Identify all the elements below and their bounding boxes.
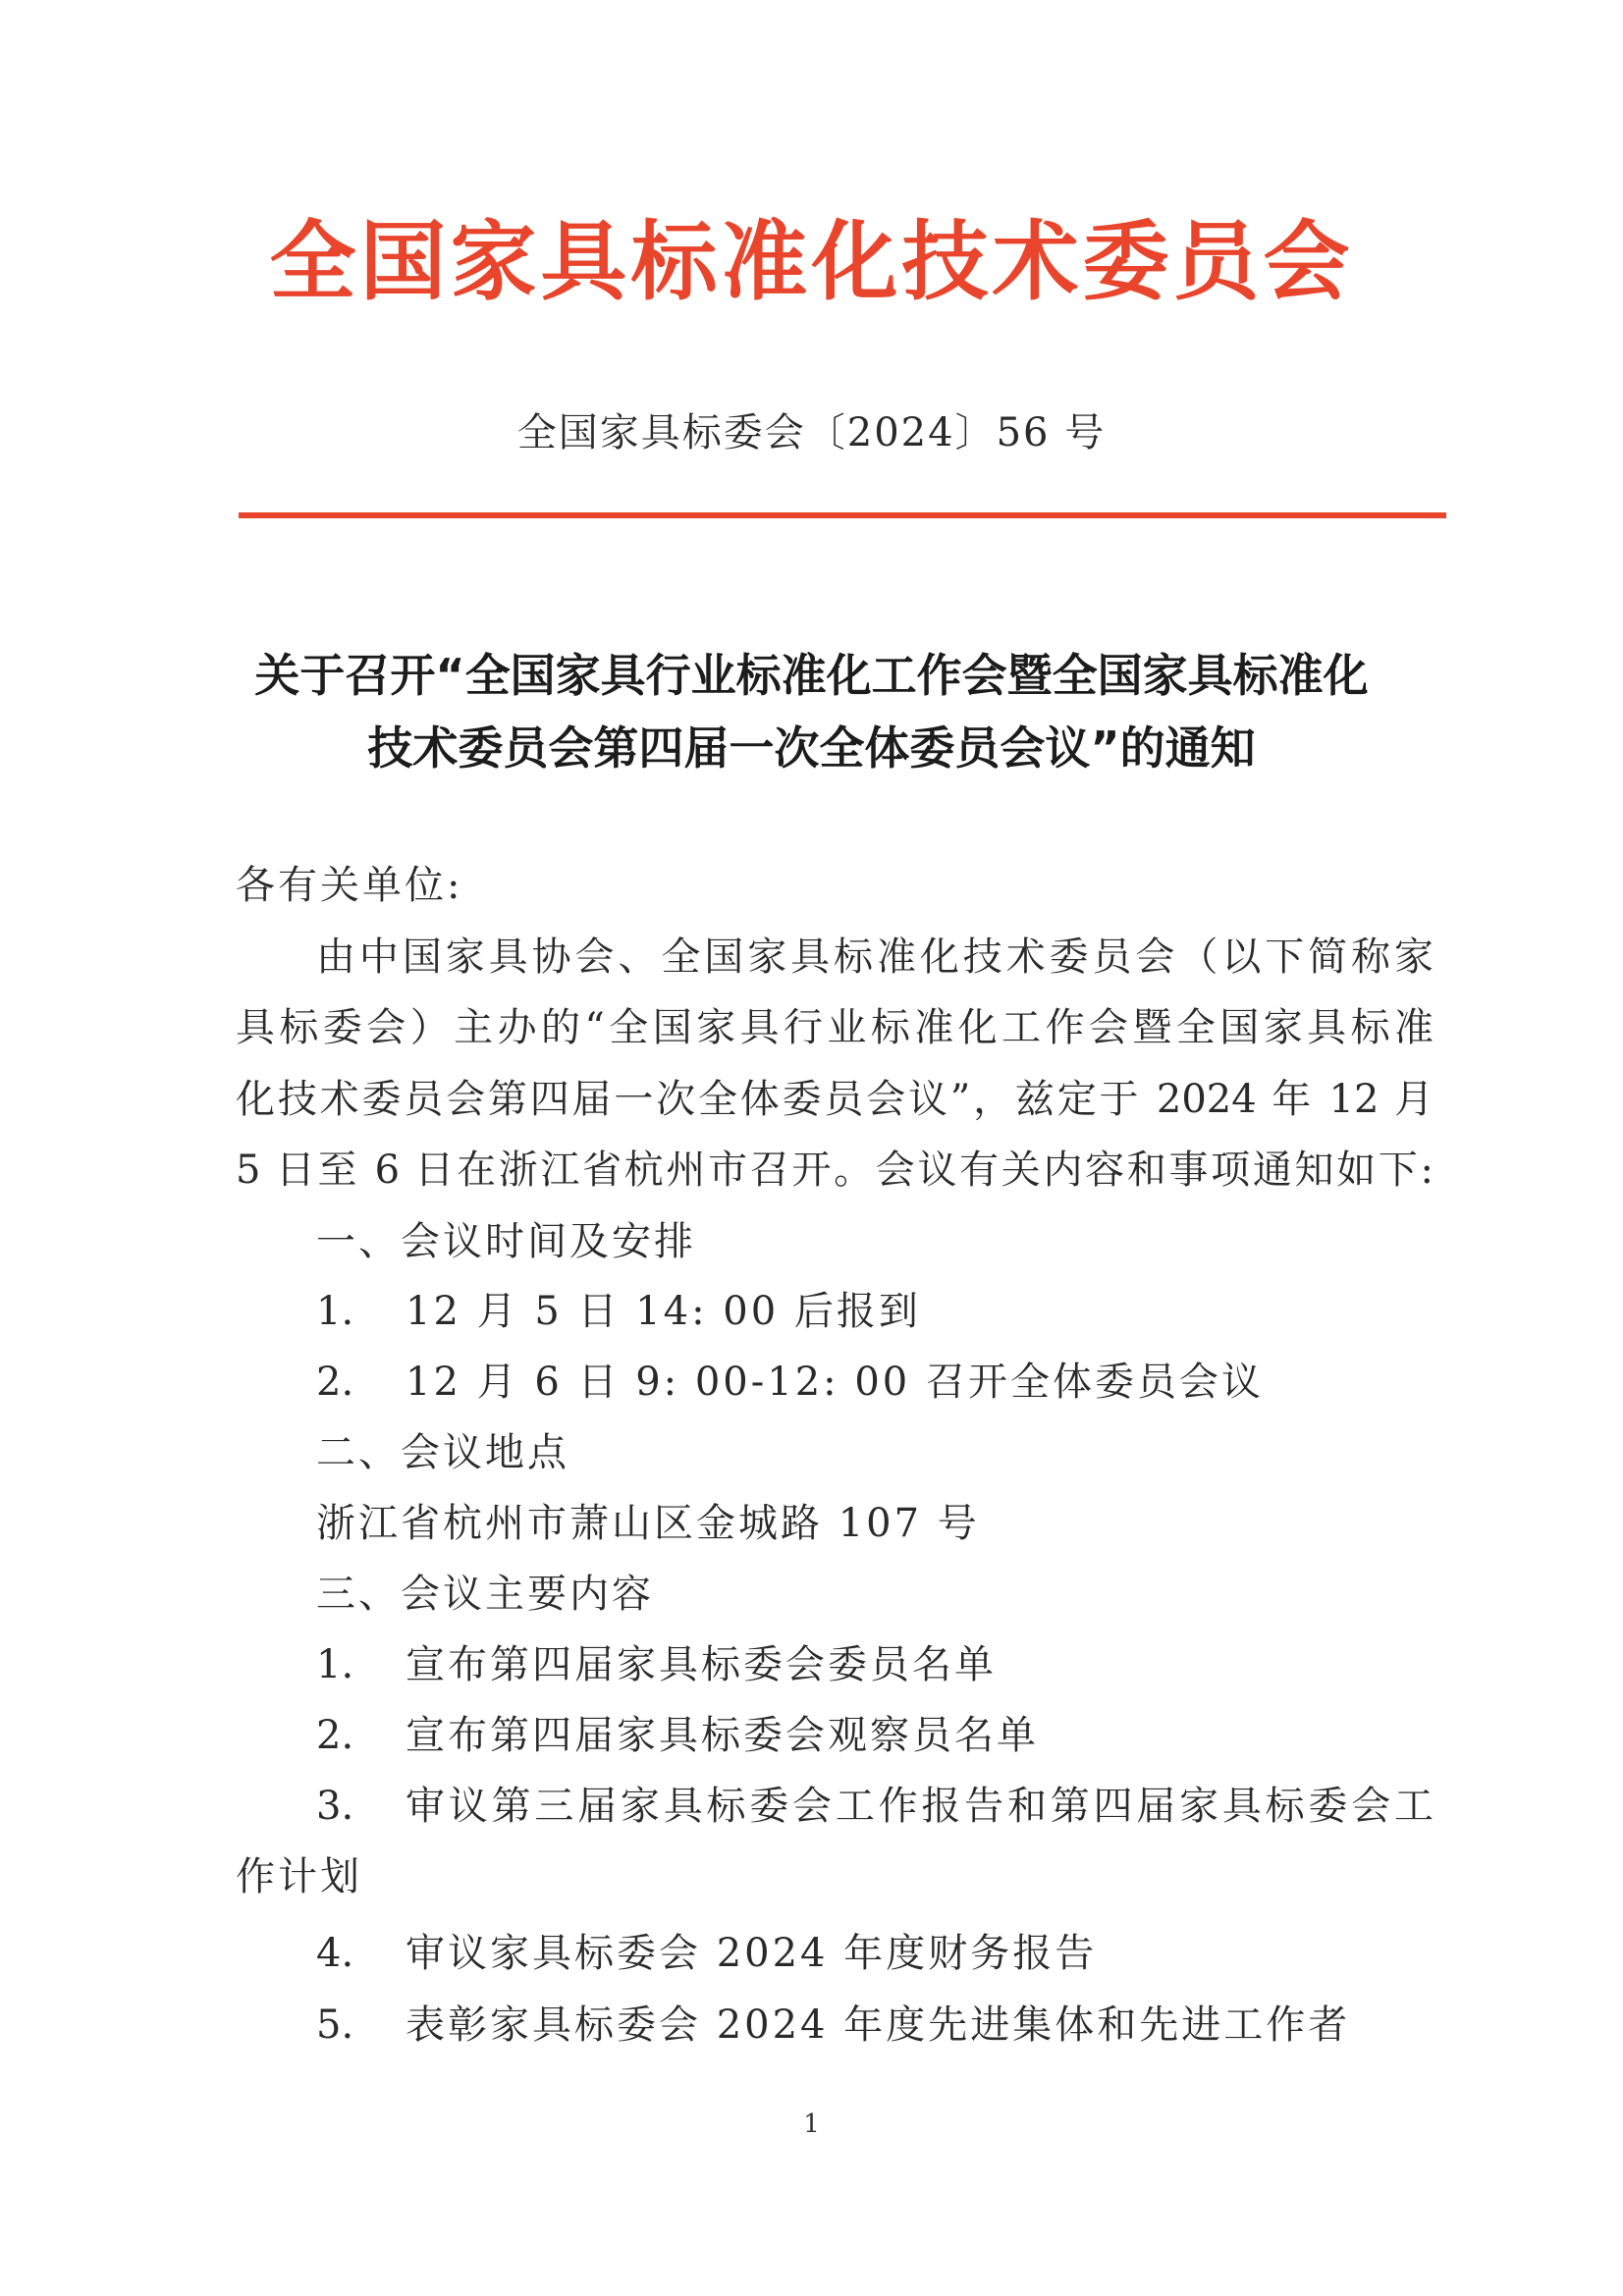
list-item-number: 4. — [316, 1931, 354, 1976]
list-item-text: 12 月 6 日 9: 00-12: 00 召开全体委员会议 — [406, 1360, 1264, 1405]
list-item-text: 表彰家具标委会 2024 年度先进集体和先进工作者 — [406, 2002, 1351, 2048]
list-item-text: 宣布第四届家具标委会观察员名单 — [406, 1713, 1039, 1758]
salutation: 各有关单位: — [236, 863, 463, 908]
intro-line-2: 具标委会）主办的“全国家具行业标准化工作会暨全国家具标准 — [236, 1005, 1434, 1050]
meeting-address: 浙江省杭州市萧山区金城路 107 号 — [316, 1501, 980, 1546]
red-divider — [239, 512, 1446, 518]
list-item-number: 3. — [316, 1784, 354, 1829]
list-item-number: 2. — [316, 1713, 354, 1758]
section-1-heading: 一、会议时间及安排 — [316, 1219, 696, 1264]
notice-title-line-1: 关于召开“全国家具行业标准化工作会暨全国家具标准化 — [254, 649, 1369, 702]
notice-title-line-2: 技术委员会第四届一次全体委员会议”的通知 — [367, 721, 1256, 774]
list-item-text: 12 月 5 日 14: 00 后报到 — [406, 1289, 921, 1334]
list-item-number: 2. — [316, 1360, 354, 1405]
section-3-heading: 三、会议主要内容 — [316, 1572, 654, 1617]
document-number: 全国家具标委会〔2024〕56 号 — [516, 410, 1107, 455]
page-number: 1 — [803, 2109, 820, 2139]
list-item-text: 审议第三届家具标委会工作报告和第四届家具标委会工 — [406, 1784, 1434, 1829]
section-2-heading: 二、会议地点 — [316, 1430, 569, 1475]
org-title: 全国家具标准化技术委员会 — [269, 211, 1354, 312]
list-item-continuation: 作计划 — [236, 1854, 362, 1899]
list-item-text: 审议家具标委会 2024 年度财务报告 — [406, 1931, 1098, 1976]
list-item-number: 1. — [316, 1642, 354, 1687]
list-item-number: 5. — [316, 2002, 354, 2048]
list-item-text: 宣布第四届家具标委会委员名单 — [406, 1642, 997, 1687]
list-item-number: 1. — [316, 1289, 354, 1334]
intro-line-1: 由中国家具协会、全国家具标准化技术委员会（以下简称家 — [316, 934, 1434, 980]
intro-line-4: 5 日至 6 日在浙江省杭州市召开。会议有关内容和事项通知如下: — [236, 1148, 1434, 1193]
intro-line-3: 化技术委员会第四届一次全体委员会议”，兹定于 2024 年 12 月 — [236, 1077, 1434, 1122]
